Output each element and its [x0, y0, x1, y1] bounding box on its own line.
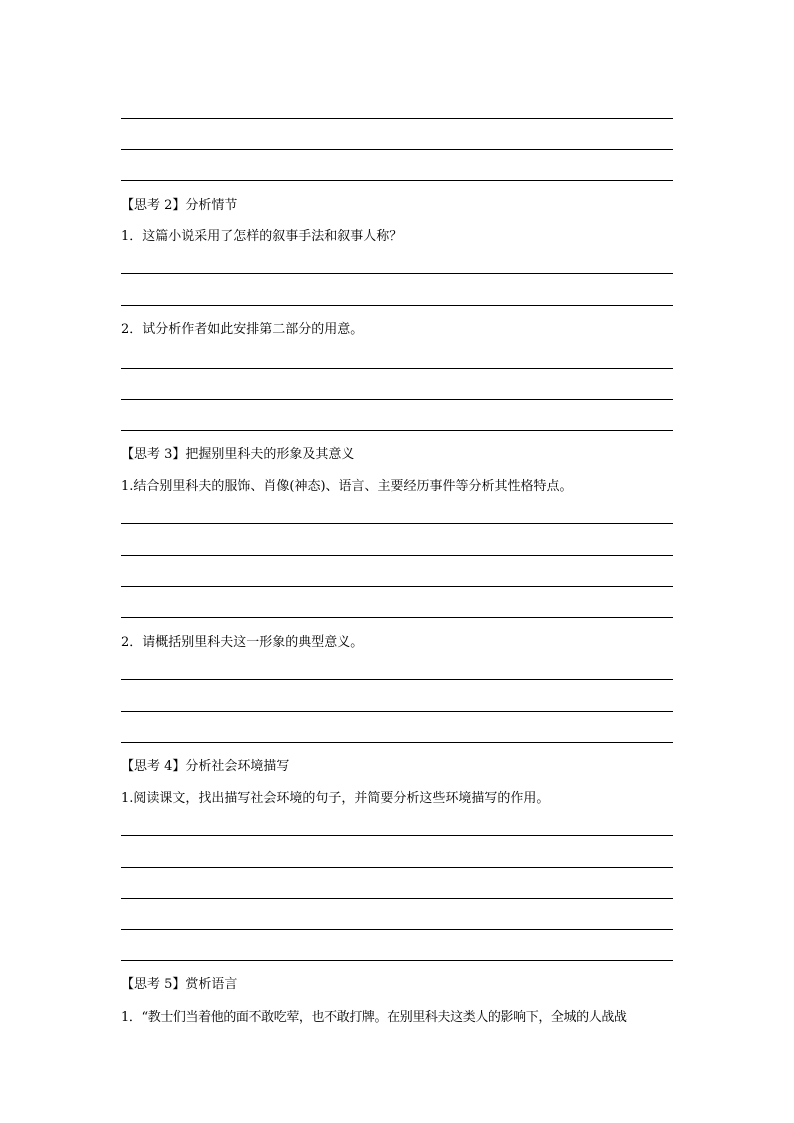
- answer-line[interactable]: [121, 273, 673, 274]
- answer-line[interactable]: [121, 430, 673, 431]
- answer-line[interactable]: [121, 960, 673, 961]
- section-2-question-1: 1．这篇小说采用了怎样的叙事手法和叙事人称？: [121, 229, 403, 244]
- section-3-heading: 【思考 3】把握别里科夫的形象及其意义: [121, 447, 355, 462]
- answer-line[interactable]: [121, 118, 673, 119]
- section-2-heading: 【思考 2】分析情节: [121, 198, 238, 213]
- section-4-question-1: 1.阅读课文，找出描写社会环境的句子，并简要分析这些环境描写的作用。: [121, 791, 550, 806]
- section-5-heading: 【思考 5】赏析语言: [121, 977, 238, 992]
- section-3-question-1: 1.结合别里科夫的服饰、肖像(神态)、语言、主要经历事件等分析其性格特点。: [121, 479, 573, 494]
- answer-line[interactable]: [121, 898, 673, 899]
- answer-line[interactable]: [121, 679, 673, 680]
- answer-line[interactable]: [121, 305, 673, 306]
- section-2-question-2: 2．试分析作者如此安排第二部分的用意。: [121, 322, 364, 337]
- answer-line[interactable]: [121, 399, 673, 400]
- answer-line[interactable]: [121, 368, 673, 369]
- answer-line[interactable]: [121, 867, 673, 868]
- answer-line[interactable]: [121, 149, 673, 150]
- answer-line[interactable]: [121, 586, 673, 587]
- answer-line[interactable]: [121, 180, 673, 181]
- answer-line[interactable]: [121, 742, 673, 743]
- answer-line[interactable]: [121, 523, 673, 524]
- section-4-heading: 【思考 4】分析社会环境描写: [121, 759, 290, 774]
- section-5-question-1: 1．“教士们当着他的面不敢吃荤，也不敢打牌。在别里科夫这类人的影响下，全城的人战战: [121, 1010, 627, 1025]
- answer-line[interactable]: [121, 555, 673, 556]
- answer-line[interactable]: [121, 617, 673, 618]
- answer-line[interactable]: [121, 929, 673, 930]
- answer-line[interactable]: [121, 711, 673, 712]
- section-3-question-2: 2．请概括别里科夫这一形象的典型意义。: [121, 635, 364, 650]
- answer-line[interactable]: [121, 835, 673, 836]
